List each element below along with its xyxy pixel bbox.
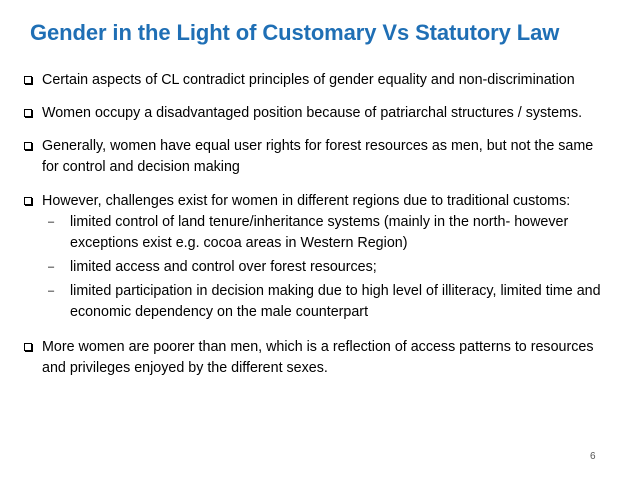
bullet-text: Generally, women have equal user rights for forest resources as men, but not the same for control and decision making <box>42 138 594 175</box>
dash-icon: – <box>48 285 55 297</box>
bullet-item <box>12 191 612 323</box>
bullet-text: However, challenges exist for women in different regions due to traditional customs: <box>42 193 571 209</box>
dash-icon: – <box>48 261 55 273</box>
hollow-square-bullet-icon <box>24 142 32 150</box>
hollow-square-bullet-icon <box>24 343 32 351</box>
dash-icon: – <box>48 216 55 228</box>
bullet-text: Certain aspects of CL contradict principles of gender equality and non-discrimination <box>42 72 575 88</box>
bullet-text: More women are poorer than men, which is a reflection of access patterns to resources and privileges enjoyed by the different sexes. <box>42 339 594 376</box>
page-number: 6 <box>590 451 596 462</box>
sub-bullet-list <box>42 212 612 323</box>
bullet-item <box>12 103 612 124</box>
sub-bullet-text: limited access and control over forest resources; <box>70 259 377 275</box>
hollow-square-bullet-icon <box>24 197 32 205</box>
hollow-square-bullet-icon <box>24 76 32 84</box>
bullet-item <box>12 136 612 178</box>
bullet-text: Women occupy a disadvantaged position because of patriarchal structures / systems. <box>42 105 583 121</box>
bullet-list <box>12 70 612 379</box>
slide-title: Gender in the Light of Customary Vs Statutory Law <box>30 20 560 45</box>
sub-bullet-item <box>42 212 612 254</box>
bullet-item <box>12 70 612 91</box>
hollow-square-bullet-icon <box>24 109 32 117</box>
sub-bullet-text: limited participation in decision making due to high level of illiteracy, limited time and economic dependency on the male counterpart <box>70 283 601 320</box>
sub-bullet-item <box>42 257 612 278</box>
sub-bullet-item <box>42 281 612 323</box>
sub-bullet-text: limited control of land tenure/inheritance systems (mainly in the north- however exceptions exist e.g. cocoa areas in Western Region) <box>70 214 569 251</box>
bullet-item <box>12 337 612 379</box>
